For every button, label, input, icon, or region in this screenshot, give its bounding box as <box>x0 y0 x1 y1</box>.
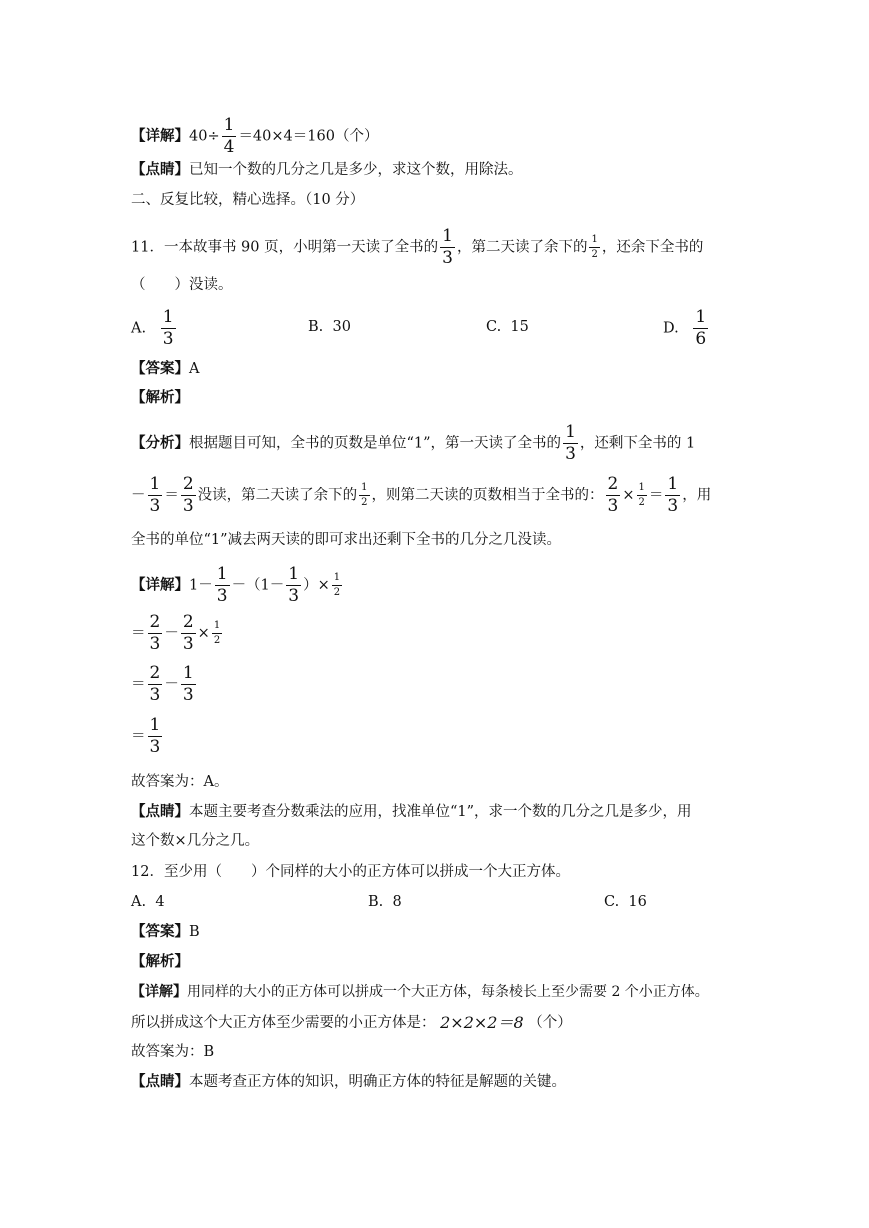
detail-label: 【详解】 <box>131 984 187 1000</box>
q11-fenxi-line3: 全书的单位“1”减去两天读的即可求出还剩下全书的几分之几没读。 <box>131 532 562 548</box>
section-title: 二、反复比较，精心选择。（10 分） <box>131 192 365 208</box>
point-text: 已知一个数的几分之几是多少，求这个数，用除法。 <box>189 162 523 178</box>
q12-option-c: C. 16 <box>604 894 647 910</box>
fraction: $\frac{1}{3}$ <box>182 663 194 705</box>
fraction: $\frac{1}{2}$ <box>591 234 598 260</box>
q11-fenxi-line1: 【分析】根据题目可知，全书的页数是单位“1”，第一天读了全书的 $\frac{1}{3}$ ，还剩下全书的 1 <box>131 422 696 464</box>
q12-conclusion: 故答案为：B <box>131 1044 215 1060</box>
fraction: $\frac{2}{3}$ <box>607 474 619 516</box>
q11-detail-step4: ＝ $\frac{1}{3}$ <box>131 715 161 757</box>
q12-detail-line2: 所以拼成这个大正方体至少需要的小正方体是： 2×2×2＝8 （个） <box>131 1013 572 1032</box>
q11-detail-step2: ＝ $\frac{2}{3}$ － $\frac{2}{3}$ × $\frac{1}{2}$ <box>131 612 221 654</box>
point-label: 【点睛】 <box>131 161 189 178</box>
fraction: $\frac{1}{2}$ <box>333 572 341 598</box>
fraction: $\frac{1}{3}$ <box>162 307 174 349</box>
fraction: $\frac{1}{4}$ <box>223 115 235 157</box>
fraction: $\frac{1}{2}$ <box>213 620 221 646</box>
fraction: $\frac{2}{3}$ <box>182 612 194 654</box>
q12-option-a: A. 4 <box>131 894 165 910</box>
fenxi-label: 【分析】 <box>131 434 189 452</box>
q11-option-b: B. 30 <box>308 319 351 335</box>
fraction: $\frac{1}{3}$ <box>442 226 453 268</box>
q11-stem-line2: （ ）没读。 <box>131 277 233 293</box>
stem-text: 11．一本故事书 90 页，小明第一天读了全书的 <box>131 239 439 256</box>
q11-detail-step1: 【详解】1－ $\frac{1}{3}$ －（1－ $\frac{1}{3}$ ）× $\frac{1}{2}$ <box>131 564 341 606</box>
fraction: $\frac{1}{6}$ <box>695 307 707 349</box>
q12-stem: 12．至少用（ ）个同样的大小的正方体可以拼成一个大正方体。 <box>131 864 570 880</box>
answer-value: A <box>189 361 200 377</box>
fraction: $\frac{1}{2}$ <box>638 482 645 508</box>
fraction: $\frac{2}{3}$ <box>149 663 161 705</box>
q11-detail-step3: ＝ $\frac{2}{3}$ － $\frac{1}{3}$ <box>131 663 194 705</box>
answer-value: B <box>189 924 200 940</box>
q11-option-d: D. $\frac{1}{6}$ <box>663 307 707 349</box>
fraction: $\frac{2}{3}$ <box>149 612 161 654</box>
detail-label: 【详解】 <box>131 576 189 594</box>
q11-fenxi-line2: － $\frac{1}{3}$ ＝ $\frac{2}{3}$ 没读，第二天读了余下的 $\frac{1}{2}$ ，则第二天读的页数相当于全书的： $\frac{2}{3}$ × $\frac{1}{2}$ ＝ $\frac{1}{3}$ ，用 <box>131 474 712 516</box>
q12-point-line: 【点睛】本题考查正方体的知识，明确正方体的特征是解题的关键。 <box>131 1073 566 1090</box>
fraction: $\frac{1}{3}$ <box>667 474 679 516</box>
expr-text: ＝40×4＝160（个） <box>238 128 379 145</box>
q10-detail-line <box>131 117 378 156</box>
q11-answer-line <box>131 362 199 377</box>
fraction: $\frac{1}{3}$ <box>565 422 576 464</box>
q11-stem-line1 <box>131 228 703 267</box>
q11-option-a: A. $\frac{1}{3}$ <box>131 307 174 349</box>
stem-text: ，第二天读了余下的 <box>456 239 588 256</box>
fraction: $\frac{2}{3}$ <box>182 474 194 516</box>
stem-text: ，还余下全书的 <box>601 239 704 256</box>
q11-analysis-label: 【解析】 <box>131 389 189 406</box>
fraction: $\frac{1}{3}$ <box>216 564 228 606</box>
answer-label: 【答案】 <box>131 360 189 377</box>
q10-point-line <box>131 163 523 178</box>
fraction: $\frac{1}{3}$ <box>288 564 300 606</box>
fraction: $\frac{1}{3}$ <box>149 474 161 516</box>
point-label: 【点睛】 <box>131 803 189 820</box>
fraction: $\frac{1}{3}$ <box>149 715 161 757</box>
detail-label: 【详解】 <box>131 127 189 145</box>
q11-option-c: C. 15 <box>486 319 529 335</box>
fraction: $\frac{1}{2}$ <box>361 482 368 508</box>
answer-label: 【答案】 <box>131 923 189 940</box>
q12-option-b: B. 8 <box>368 894 402 910</box>
q12-answer-line <box>131 925 200 940</box>
point-label: 【点睛】 <box>131 1073 189 1090</box>
q12-detail-line1: 【详解】用同样的大小的正方体可以拼成一个大正方体，每条棱长上至少需要 2 个小正方体。 <box>131 984 709 1000</box>
expr-text: 40÷ <box>189 128 220 145</box>
math-expression: 2×2×2＝8 <box>440 1013 524 1032</box>
q12-analysis-label: 【解析】 <box>131 953 189 970</box>
q11-point-line2: 这个数×几分之几。 <box>131 833 260 849</box>
q11-point-line1: 【点睛】本题主要考查分数乘法的应用，找准单位“1”，求一个数的几分之几是多少，用 <box>131 803 692 820</box>
q11-conclusion: 故答案为：A。 <box>131 774 229 790</box>
